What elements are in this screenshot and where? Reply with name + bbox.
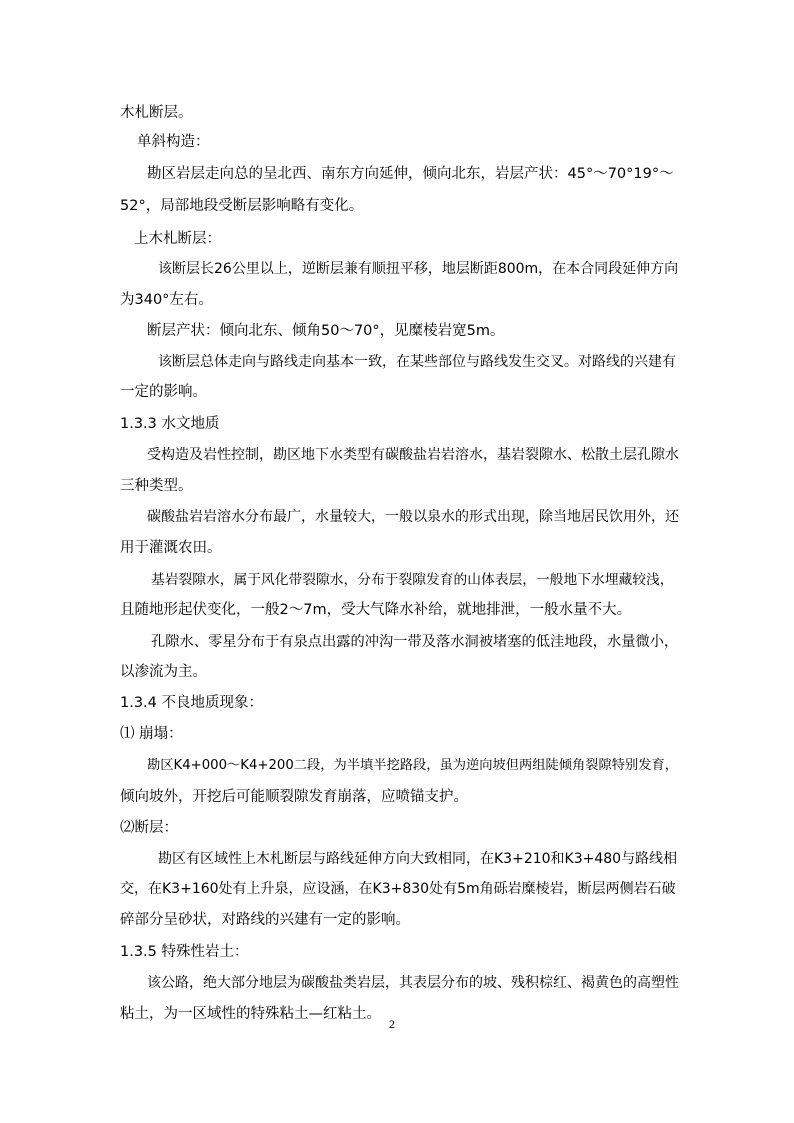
text-line: 勘区K4+000～K4+200二段，为半填半挖路段，虽为逆向坡但两组陡倾角裂隙特别发育， (147, 758, 679, 773)
text-line: 以渗流为主。 (120, 664, 207, 680)
subsection-heading: ⑵断层： (120, 820, 178, 836)
section-heading: 1.3.3 水文地质 (120, 416, 220, 432)
text-line: 一定的影响。 (120, 384, 207, 400)
subsection-heading: ⑴ 崩塌： (120, 726, 183, 742)
text-line: 基岩裂隙水，属于风化带裂隙水，分布于裂隙发育的山体表层，一般地下水埋藏较浅， (151, 572, 674, 588)
text-line: 该断层长26公里以上，逆断层兼有顺扭平移，地层断距800m，在本合同段延伸方向 (158, 261, 679, 277)
page-number: 2 (389, 1017, 395, 1031)
text-line: 孔隙水、零星分布于有泉点出露的冲沟一带及落水洞被堵塞的低洼地段，水量微小， (151, 634, 679, 650)
text-line: 该公路，绝大部分地层为碳酸盐类岩层，其表层分布的坡、残积棕红、褐黄色的高塑性 (147, 975, 679, 991)
text-line: 且随地形起伏变化，一般2～7m，受大气降水补给，就地排泄，一般水量不大。 (120, 602, 632, 618)
text-line: 断层产状：倾向北东、倾角50～70°，见糜棱岩宽5m。 (147, 323, 505, 339)
section-heading: 1.3.5 特殊性岩土： (120, 944, 249, 960)
text-line: 为340°左右。 (120, 292, 213, 308)
text-line: 交，在K3+160处有上升泉，应设涵，在K3+830处有5m角砾岩糜棱岩，断层两侧岩石破 (120, 881, 676, 897)
section-heading: 1.3.4 不良地质现象： (120, 695, 264, 711)
text-line: 勘区岩层走向总的呈北西、南东方向延伸，倾向北东，岩层产状：45°～70°19°～ (147, 166, 674, 182)
text-line: 粘土，为一区域性的特殊粘土—红粘土。 (120, 1006, 381, 1022)
text-line: 单斜构造： (137, 134, 210, 150)
text-line: 该断层总体走向与路线走向基本一致，在某些部位与路线发生交叉。对路线的兴建有 (158, 354, 676, 370)
text-line: 碎部分呈砂状，对路线的兴建有一定的影响。 (120, 912, 410, 928)
text-line: 勘区有区域性上木札断层与路线延伸方向大致相同，在K3+210和K3+480与路线相 (158, 851, 678, 867)
text-line: 52°，局部地段受断层影响略有变化。 (120, 198, 364, 214)
text-line: 受构造及岩性控制，勘区地下水类型有碳酸盐岩岩溶水，基岩裂隙水、松散土层孔隙水 (147, 447, 679, 463)
text-line: 倾向坡外，开挖后可能顺裂隙发育崩落，应喷锚支护。 (120, 789, 468, 805)
text-line: 碳酸盐岩岩溶水分布最广，水量较大，一般以泉水的形式出现，除当地居民饮用外，还 (147, 509, 679, 525)
text-line: 三种类型。 (120, 478, 193, 494)
text-line: 上木札断层： (134, 231, 221, 247)
text-line: 木札断层。 (120, 105, 193, 121)
text-line: 用于灌溉农田。 (120, 540, 222, 556)
